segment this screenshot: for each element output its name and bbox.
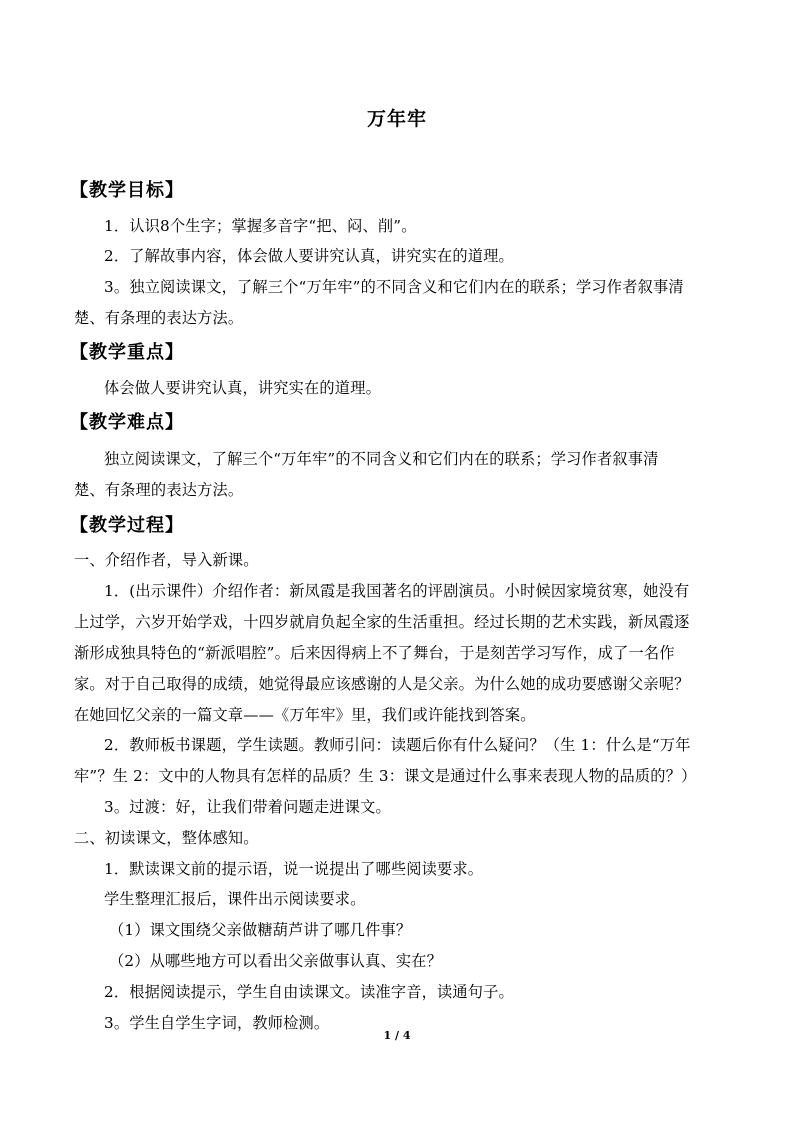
process-part1-line-8: 3。过渡：好，让我们带着问题走进课文。 [104,798,391,816]
process-part2-line-5: 2．根据阅读提示，学生自由读课文。读准字音，读通句子。 [104,983,514,1001]
process-part2-line-1: 1．默读课文前的提示语，说一说提出了哪些阅读要求。 [104,860,484,878]
process-part1-title: 一、介绍作者，导入新课。 [74,551,259,569]
difficulty-line-2: 楚、有条理的表达方法。 [74,481,244,499]
process-part2-line-6: 3。学生自学生字词，教师检测。 [104,1014,330,1032]
goal-line-3: 3。独立阅读课文，了解三个“万年牢”的不同含义和它们内在的联系；学习作者叙事清 [104,278,684,296]
process-part2-line-4: （2）从哪些地方可以看出父亲做事认真、实在？ [109,952,443,970]
key-line-1: 体会做人要讲究认真，讲究实在的道理。 [104,379,381,397]
process-part2-line-3: （1）课文围绕父亲做糖葫芦讲了哪几件事？ [109,921,412,939]
process-part1-line-1: 1．(出示课件）介绍作者：新凤霞是我国著名的评剧演员。小时候因家境贫寒，她没有 [104,582,690,600]
process-part1-line-3: 渐形成独具特色的“新派唱腔”。后来因得病上不了舞台，于是刻苦学习写作，成了一名作 [74,644,675,662]
goals-heading: 【教学目标】 [70,180,184,201]
process-part1-line-7: 牢”？生 2：文中的人物具有怎样的品质？生 3：课文是通过什么事来表现人物的品质的？） [74,767,697,785]
process-part1-line-6: 2．教师板书课题，学生读题。教师引问：读题后你有什么疑问？（生 1：什么是“万年 [104,736,691,754]
process-heading: 【教学过程】 [70,515,184,536]
process-part2-title: 二、初读课文，整体感知。 [74,829,259,847]
difficulty-heading: 【教学难点】 [70,412,184,433]
page-indicator: 1 / 4 [383,1029,411,1042]
process-part2-line-2: 学生整理汇报后，课件出示阅读要求。 [104,890,366,908]
document-title: 万年牢 [366,108,427,130]
process-part1-line-2: 上过学，六岁开始学戏，十四岁就肩负起全家的生活重担。经过长期的艺术实践，新凤霞逐 [74,613,690,631]
goal-line-1: 1．认识8个生字；掌握多音字“把、闷、削”。 [104,217,417,235]
process-part1-line-4: 家。对于自己取得的成绩，她觉得最应该感谢的人是父亲。为什么她的成功要感谢父亲呢？ [74,675,690,693]
process-part1-line-5: 在她回忆父亲的一篇文章——《万年牢》里，我们或许能找到答案。 [74,706,536,724]
difficulty-line-1: 独立阅读课文，了解三个“万年牢”的不同含义和它们内在的联系；学习作者叙事清 [104,450,659,468]
key-heading: 【教学重点】 [70,342,184,363]
goal-line-4: 楚、有条理的表达方法。 [74,309,244,327]
goal-line-2: 2．了解故事内容，体会做人要讲究认真，讲究实在的道理。 [104,247,514,265]
